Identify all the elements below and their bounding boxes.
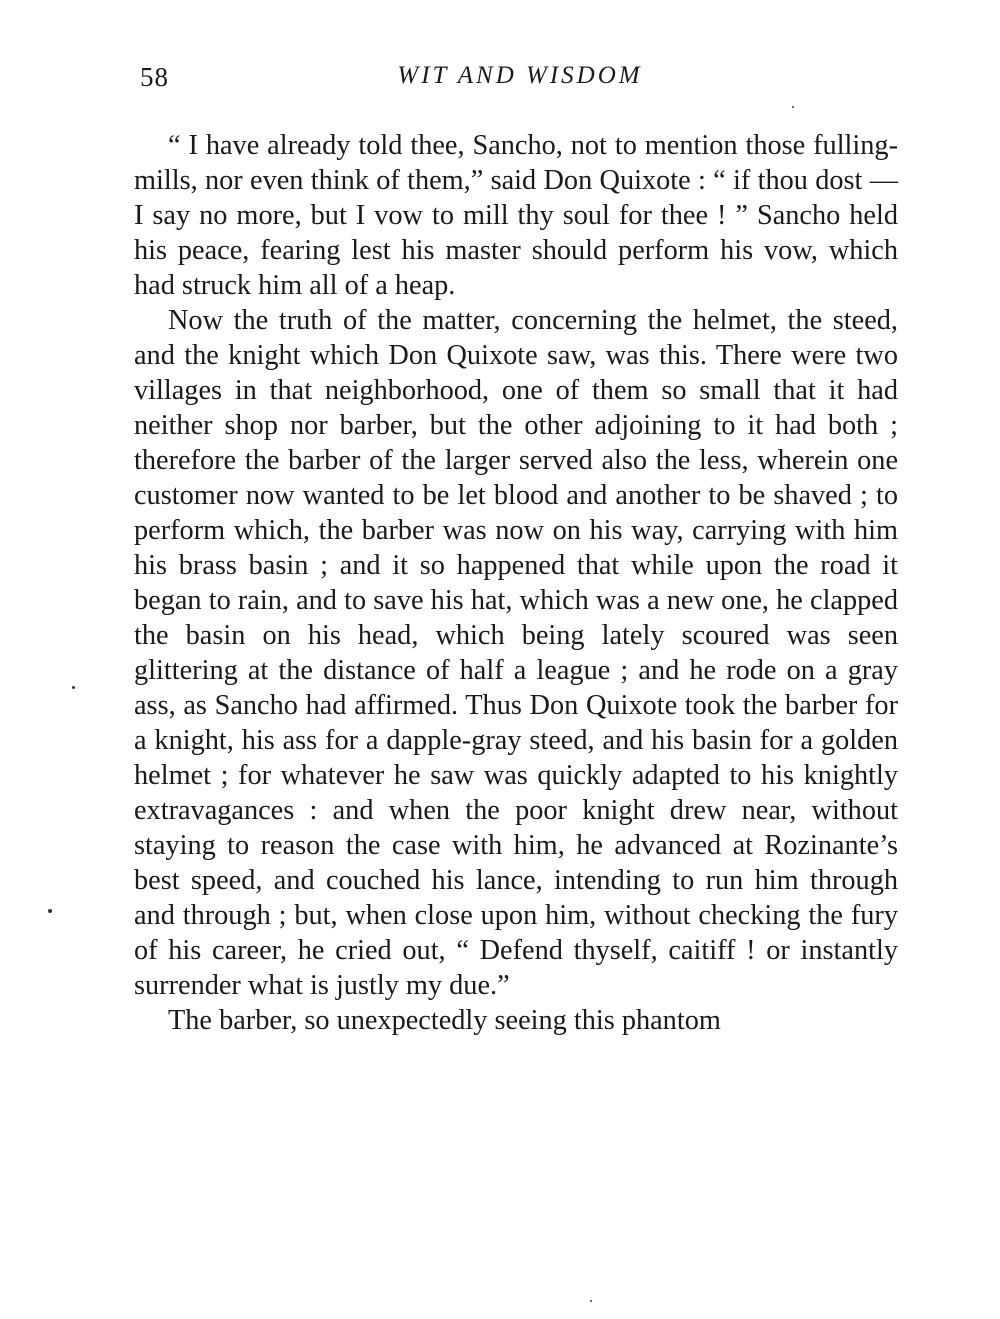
scan-speck [48,909,52,913]
body-text [134,128,898,1038]
page-number: 58 [140,62,169,92]
scan-speck [590,1300,592,1302]
running-title: WIT AND WISDOM [397,62,643,89]
scan-speck [792,106,794,108]
page-header [140,62,900,102]
paragraph-3: The barber, so unexpectedly seeing this phantom [168,1005,721,1036]
paragraph-1: “ I have already told thee, Sancho, not to mention those fulling-mills, nor even think of them,” said Don Quixote : “ if thou dost — I say no more, but I vow to mill thy soul for thee ! ” Sancho held his peace, fearing lest his master should perform his vow, which had struck him all of a heap. [134,130,898,301]
paragraph-2: Now the truth of the matter, concerning the helmet, the steed, and the knight which Don Quixote saw, was this. There were two villages in that neighborhood, one of them so small that it had neither shop nor barber, but the other adjoining to it had both ; therefore the barber of the larger served also the less, wherein one customer now wanted to be let blood and another to be shaved ; to perform which, the barber was now on his way, carrying with him his brass basin ; and it so happened that while upon the road it began to rain, and to save his hat, which was a new one, he clapped the basin on his head, which being lately scoured was seen glittering at the distance of half a league ; and he rode on a gray ass, as Sancho had affirmed. Thus Don Quixote took the barber for a knight, his ass for a dapple-gray steed, and his basin for a golden helmet ; for whatever he saw was quickly adapted to his knightly extravagances : and when the poor knight drew near, without staying to reason the case with him, he advanced at Rozinante’s best speed, and couched his lance, intending to run him through and through ; but, when close upon him, without checking the fury of his career, he cried out, “ Defend thyself, caitiff ! or instantly surrender what is justly my due.” [134,305,898,1001]
scan-speck [72,686,75,689]
